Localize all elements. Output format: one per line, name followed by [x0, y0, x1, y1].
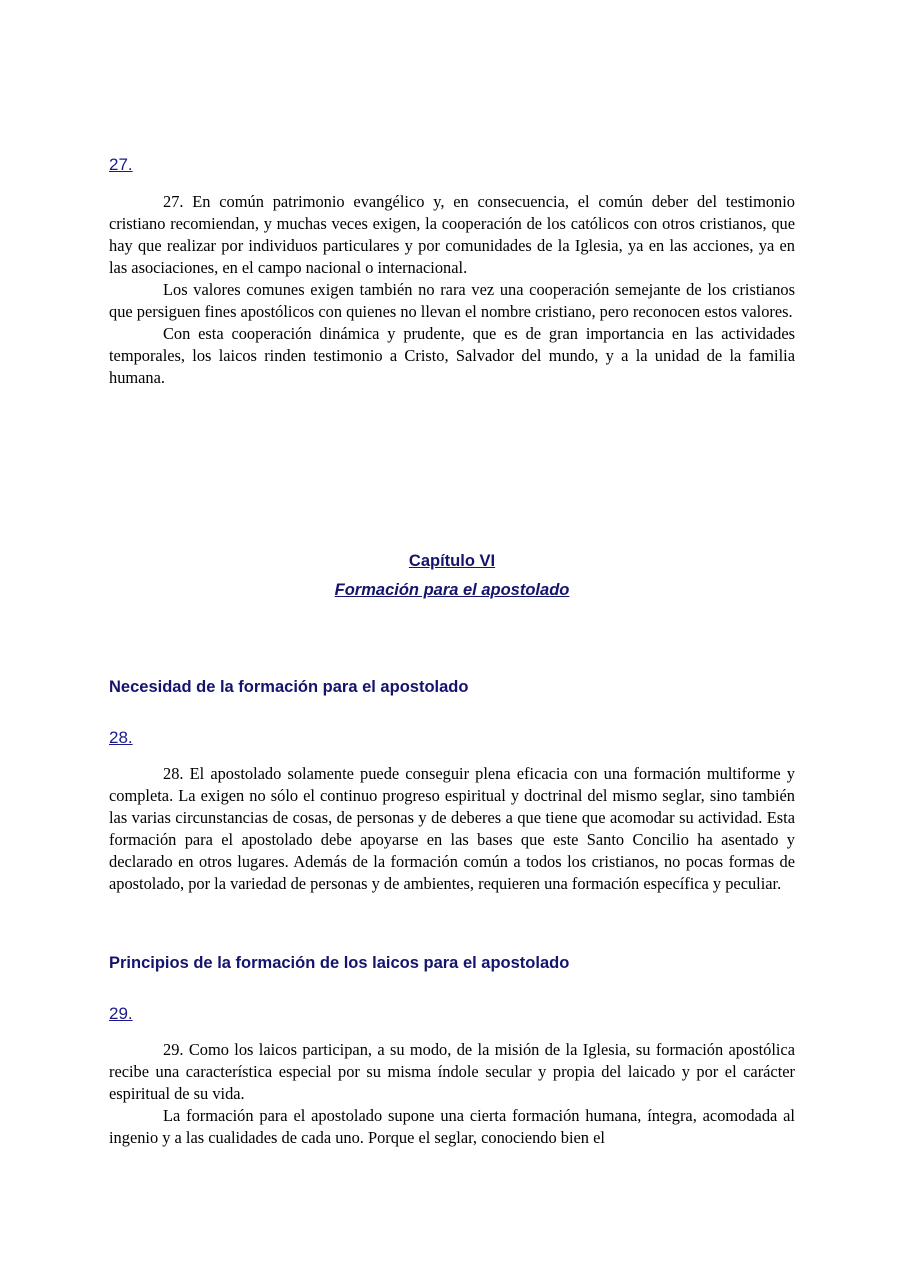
chapter-subtitle[interactable]: Formación para el apostolado — [334, 581, 570, 599]
section-27-paragraph-1: 27. En común patrimonio evangélico y, en consecuencia, el común deber del testimonio cristiano recomiendan, y muchas veces exigen, la cooperación de los católicos con otros cristianos, que hay que realizar por individuos particulares y por comunidades de la Iglesia, ya en las acciones, ya en las asociaciones, en el campo nacional o internacional. — [109, 192, 795, 277]
section-28-text — [109, 763, 795, 895]
section-28-link[interactable]: 28. — [109, 728, 133, 747]
section-29-text — [109, 1039, 795, 1149]
section-27-paragraph-3: Con esta cooperación dinámica y prudente, que es de gran importancia en las actividades temporales, los laicos rinden testimonio a Cristo, Salvador del mundo, y a la unidad de la familia humana. — [109, 324, 795, 387]
section-27-text — [109, 191, 795, 389]
section-27-paragraph-2: Los valores comunes exigen también no rara vez una cooperación semejante de los cristianos que persiguen fines apostólicos con quienes no llevan el nombre cristiano, pero reconocen estos valores. — [109, 280, 795, 321]
section-29-paragraph-2: La formación para el apostolado supone una cierta formación humana, íntegra, acomodada al ingenio y a las cualidades de cada uno. Porque el seglar, conociendo bien el — [109, 1106, 795, 1147]
chapter-title[interactable]: Capítulo VI — [408, 552, 496, 570]
section-28-paragraph-1: 28. El apostolado solamente puede conseguir plena eficacia con una formación multiforme y completa. La exigen no sólo el continuo progreso espiritual y doctrinal del mismo seglar, sino también las varias circunstancias de cosas, de personas y de deberes a que tiene que acomodar su actividad. Esta formación para el apostolado debe apoyarse en las bases que este Santo Concilio ha asentado y declarado en otros lugares. Además de la formación común a todos los cristianos, no pocas formas de apostolado, por la variedad de personas y de ambientes, requieren una formación específica y peculiar. — [109, 764, 795, 893]
section-29-link[interactable]: 29. — [109, 1004, 133, 1023]
heading-principios: Principios de la formación de los laicos para el apostolado — [109, 954, 570, 972]
section-29-paragraph-1: 29. Como los laicos participan, a su modo, de la misión de la Iglesia, su formación apostólica recibe una característica especial por su misma índole secular y propia del laicado y por el carácter espiritual de su vida. — [109, 1040, 795, 1103]
section-27-link[interactable]: 27. — [109, 155, 133, 174]
heading-necesidad: Necesidad de la formación para el apostolado — [109, 678, 469, 696]
